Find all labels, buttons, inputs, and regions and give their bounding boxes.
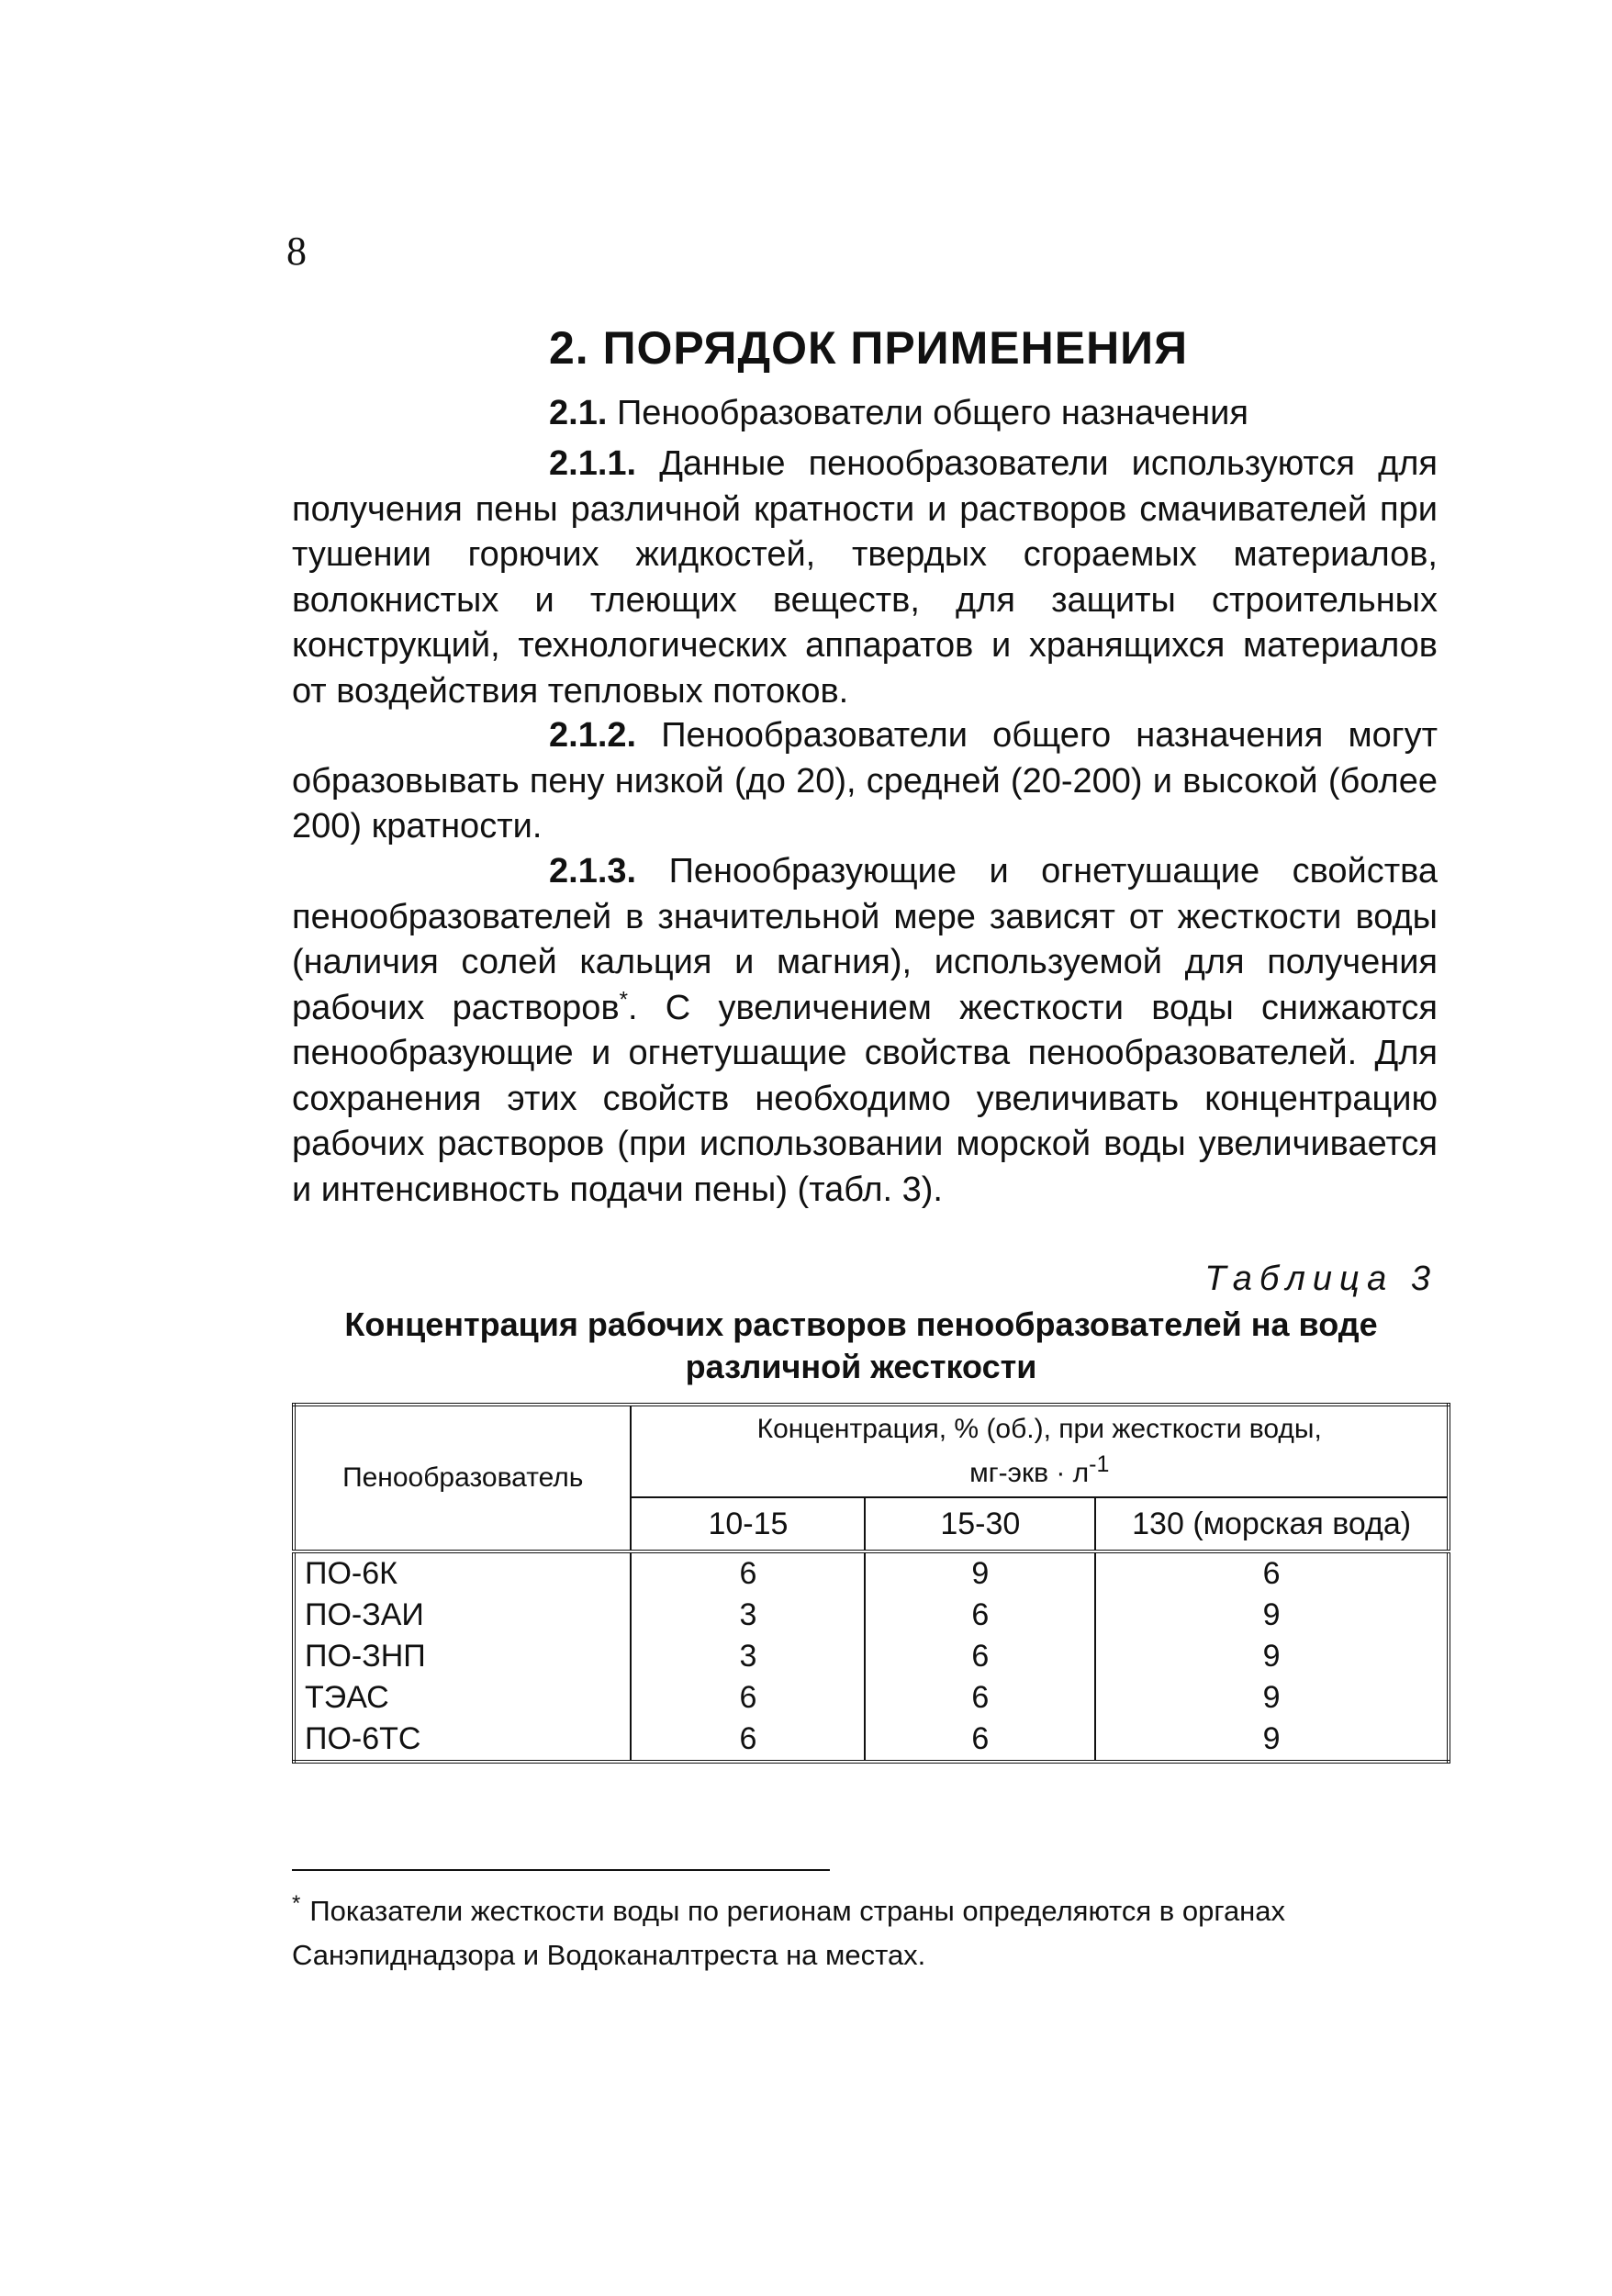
paragraph-number: 2.1.1. — [549, 444, 637, 483]
footnote-separator — [292, 1869, 830, 1871]
foam-agent-name: ПО-ЗНП — [294, 1636, 631, 1677]
table-cell: 6 — [631, 1551, 865, 1595]
foam-agent-name: ПО-6ТС — [294, 1719, 631, 1762]
table-row — [294, 1551, 1449, 1595]
table-cell: 9 — [1095, 1636, 1449, 1677]
table-cell: 6 — [865, 1595, 1095, 1636]
header-foam-agent: Пенообразователь — [294, 1405, 631, 1551]
column-header: 15-30 — [865, 1497, 1095, 1551]
table-row — [294, 1719, 1449, 1762]
table-title: Концентрация рабочих растворов пенообразователей на воде различной жесткости — [344, 1305, 1378, 1385]
subsection-title: Пенообразователи общего назначения — [616, 394, 1248, 432]
paragraph-text: Данные пенообразователи используются для получения пены различной кратности и растворов смачивателей при тушении горючих жидкостей, твердых сгораемых материалов, волокнистых и тлеющих веществ, для защиты строительных конструкций, технологических аппаратов и хранящихся материалов от воздействия тепловых потоков. — [292, 444, 1438, 711]
paragraph-text-continued: . С увеличением жесткости воды снижаются пенообразующие и огнетушащие свойства пенообразователей. Для сохранения этих свойств необходимо увеличивать концентрацию рабочих растворов (при использовании морской воды увеличивается и интенсивность подачи пены) (табл. 3). — [292, 988, 1438, 1209]
foam-agent-name: ПО-6К — [294, 1551, 631, 1595]
section-heading: 2. ПОРЯДОК ПРИМЕНЕНИЯ — [549, 322, 1189, 374]
table-row — [294, 1677, 1449, 1719]
paragraph-number: 2.1.3. — [549, 852, 637, 890]
page-number: 8 — [286, 229, 307, 274]
table-cell: 9 — [1095, 1595, 1449, 1636]
table-cell: 6 — [631, 1677, 865, 1719]
table-row — [294, 1595, 1449, 1636]
header-concentration-line1: Концентрация, % (об.), при жесткости воды, — [756, 1414, 1322, 1444]
paragraph-2-1-1 — [292, 442, 1438, 714]
foam-agent-name: ТЭАС — [294, 1677, 631, 1719]
paragraph-text: Пенообразователи общего назначения могут образовывать пену низкой (до 20), средней (20-200) и высокой (более 200) кратности. — [292, 716, 1438, 846]
table-cell: 3 — [631, 1636, 865, 1677]
table-row — [294, 1636, 1449, 1677]
paragraph-text: Пенообразующие и огнетушащие свойства пенообразователей в значительной мере зависят от жесткости воды (наличия солей кальция и магния), используемой для получения рабочих растворов — [292, 852, 1438, 1027]
table-cell: 9 — [865, 1551, 1095, 1595]
concentration-table — [292, 1403, 1450, 1764]
column-header: 10-15 — [631, 1497, 865, 1551]
header-concentration-group — [631, 1405, 1449, 1497]
subsection-heading — [549, 394, 1248, 433]
table-cell: 3 — [631, 1595, 865, 1636]
paragraph-2-1-2 — [292, 713, 1438, 850]
table-header-row — [294, 1405, 1449, 1497]
column-header: 130 (морская вода) — [1095, 1497, 1449, 1551]
table-cell: 9 — [1095, 1677, 1449, 1719]
subsection-number: 2.1. — [549, 394, 608, 432]
footnote-text: Показатели жесткости воды по регионам страны определяются в органах Санэпиднадзора и Водоканалтреста на местах. — [292, 1895, 1286, 1971]
table-cell: 9 — [1095, 1719, 1449, 1762]
table-cell: 6 — [631, 1719, 865, 1762]
paragraph-2-1-3 — [292, 849, 1438, 1213]
footnote-mark: * — [292, 1890, 301, 1916]
footnote — [292, 1889, 1430, 1977]
table-cell: 6 — [865, 1677, 1095, 1719]
table-label: Таблица 3 — [1204, 1260, 1438, 1298]
paragraph-number: 2.1.2. — [549, 716, 637, 755]
footnote-reference: * — [619, 986, 628, 1012]
table-cell: 6 — [865, 1719, 1095, 1762]
header-unit-exponent: -1 — [1089, 1451, 1110, 1477]
table-cell: 6 — [865, 1636, 1095, 1677]
header-concentration-line2: мг-экв · л — [969, 1458, 1090, 1488]
table-cell: 6 — [1095, 1551, 1449, 1595]
foam-agent-name: ПО-ЗАИ — [294, 1595, 631, 1636]
